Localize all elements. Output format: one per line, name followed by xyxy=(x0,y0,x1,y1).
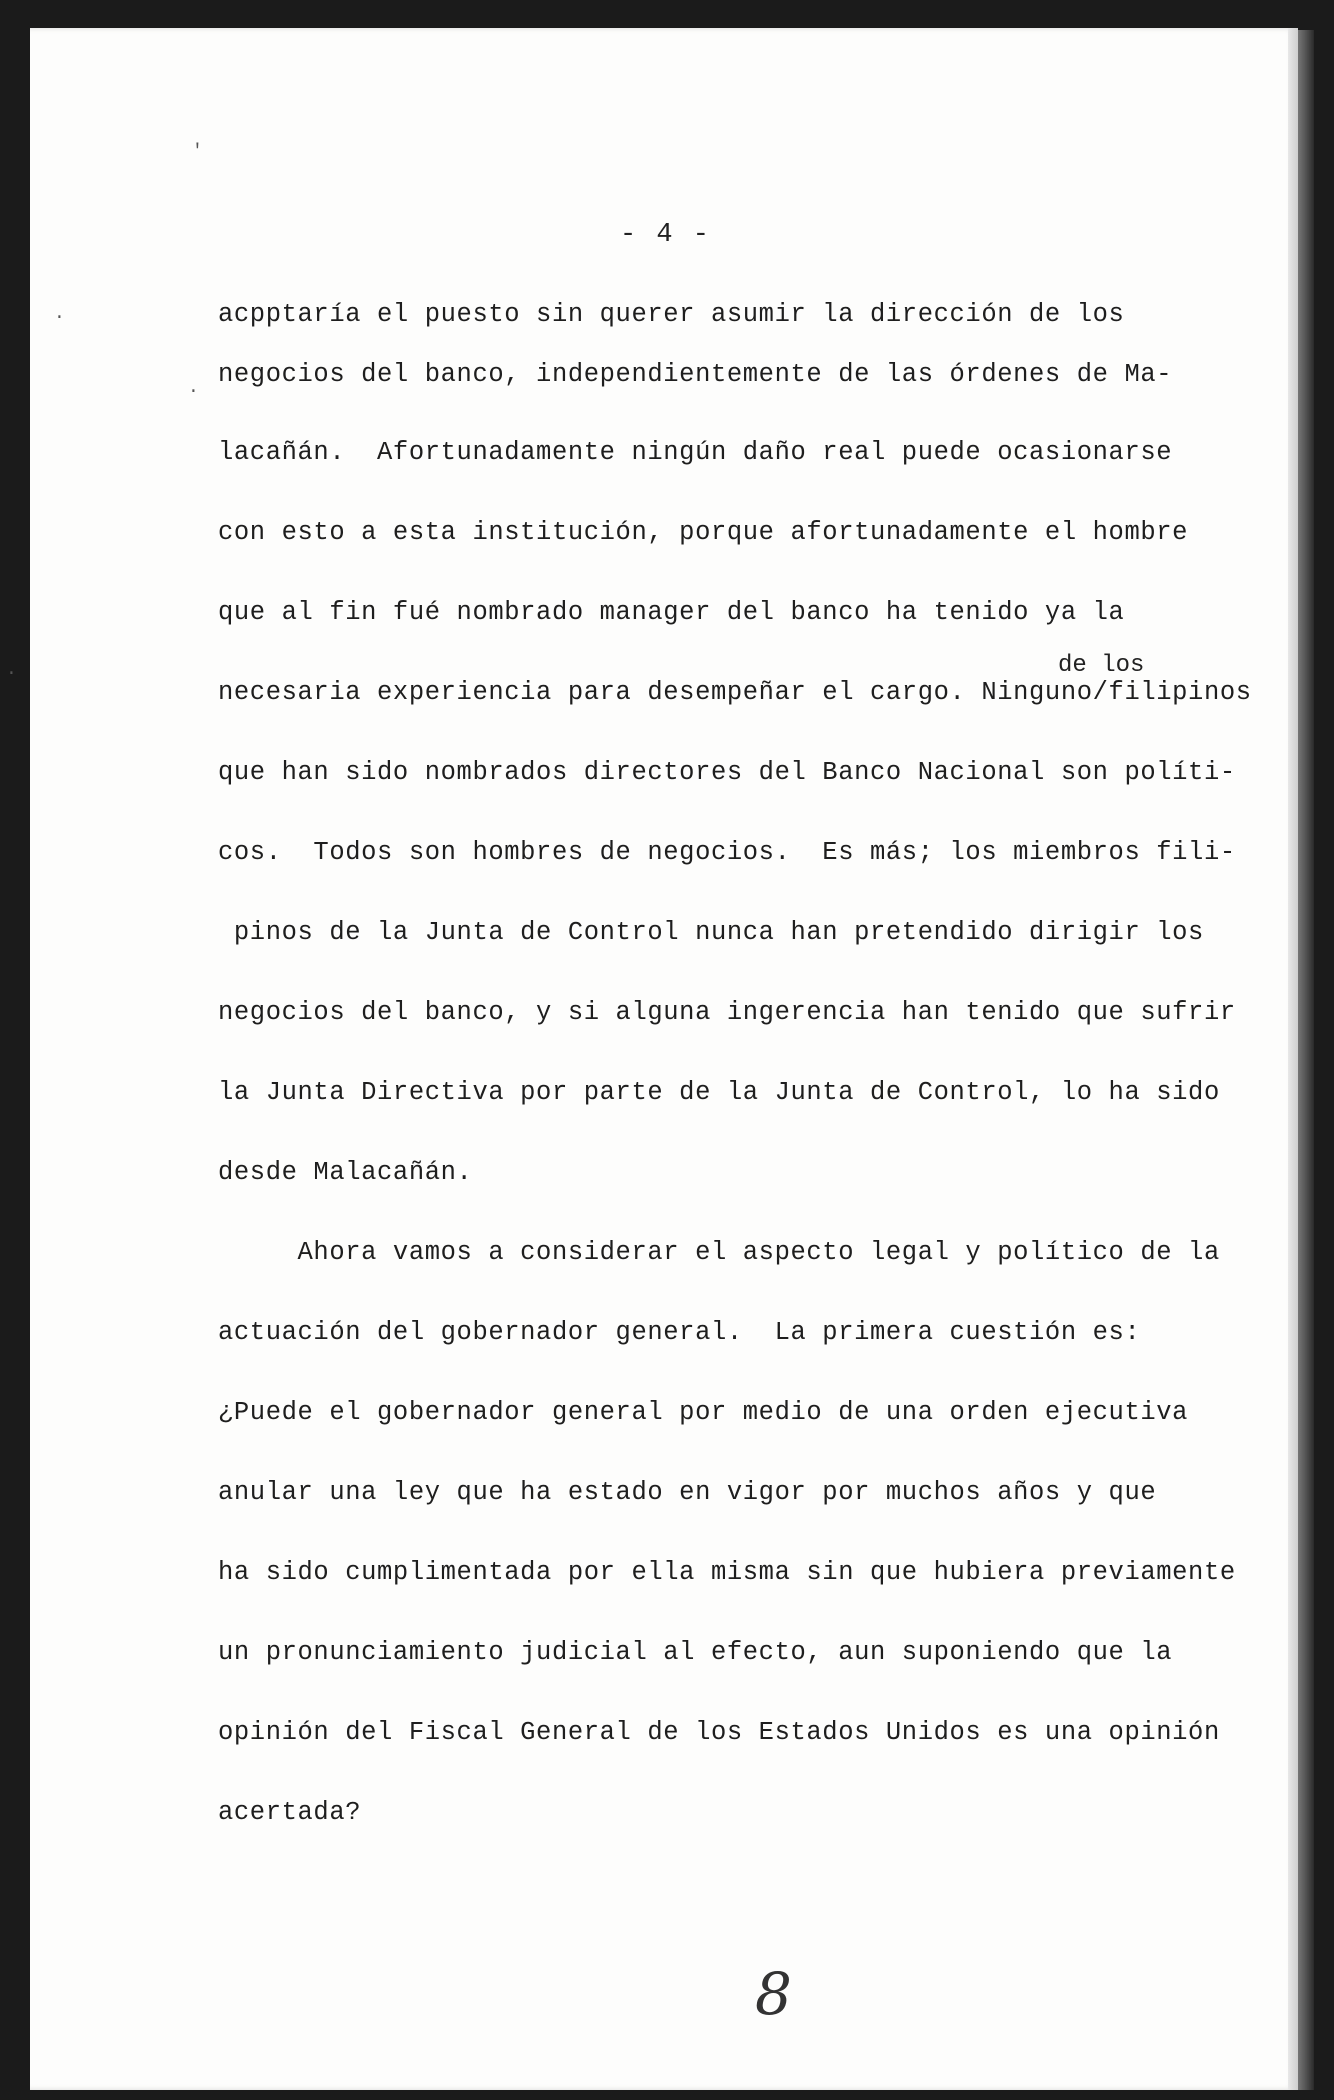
text-line-2: negocios del banco, independientemente de las órdenes de Ma- xyxy=(218,360,1173,389)
stray-mark: ' xyxy=(192,142,203,162)
stray-mark: · xyxy=(54,308,65,328)
stray-mark: · xyxy=(6,664,17,684)
stray-mark: · xyxy=(188,382,199,402)
document-page xyxy=(30,28,1298,2090)
text-line-1: acpptaría el puesto sin querer asumir la dirección de los xyxy=(218,300,1125,329)
interlinear-insert: de los xyxy=(1058,652,1145,679)
text-line-5: que al fin fué nombrado manager del banco ha tenido ya la xyxy=(218,598,1125,627)
text-line-13: Ahora vamos a considerar el aspecto legal y político de la xyxy=(218,1238,1220,1267)
text-line-8: cos. Todos son hombres de negocios. Es más; los miembros fili- xyxy=(218,838,1236,867)
text-line-9: pinos de la Junta de Control nunca han pretendido dirigir los xyxy=(218,918,1204,947)
page-number: - 4 - xyxy=(620,220,712,250)
text-line-17: ha sido cumplimentada por ella misma sin que hubiera previamente xyxy=(218,1558,1236,1587)
text-line-15: ¿Puede el gobernador general por medio de una orden ejecutiva xyxy=(218,1398,1189,1427)
text-line-20: acertada? xyxy=(218,1798,362,1827)
text-line-4: con esto a esta institución, porque afortunadamente el hombre xyxy=(218,518,1189,547)
text-line-12: desde Malacañán. xyxy=(218,1158,473,1187)
text-line-16: anular una ley que ha estado en vigor por muchos años y que xyxy=(218,1478,1157,1507)
text-line-7: que han sido nombrados directores del Banco Nacional son políti- xyxy=(218,758,1236,787)
text-line-3: lacañán. Afortunadamente ningún daño real puede ocasionarse xyxy=(218,438,1173,467)
text-line-19: opinión del Fiscal General de los Estados Unidos es una opinión xyxy=(218,1718,1220,1747)
page-edge xyxy=(1288,28,1298,2090)
text-line-6: necesaria experiencia para desempeñar el cargo. Ninguno/filipinos xyxy=(218,678,1252,707)
text-line-10: negocios del banco, y si alguna ingerencia han tenido que sufrir xyxy=(218,998,1236,1027)
handwritten-folio-number: 8 xyxy=(755,1960,792,2028)
text-line-18: un pronunciamiento judicial al efecto, aun suponiendo que la xyxy=(218,1638,1173,1667)
text-line-14: actuación del gobernador general. La primera cuestión es: xyxy=(218,1318,1141,1347)
text-line-11: la Junta Directiva por parte de la Junta de Control, lo ha sido xyxy=(218,1078,1220,1107)
